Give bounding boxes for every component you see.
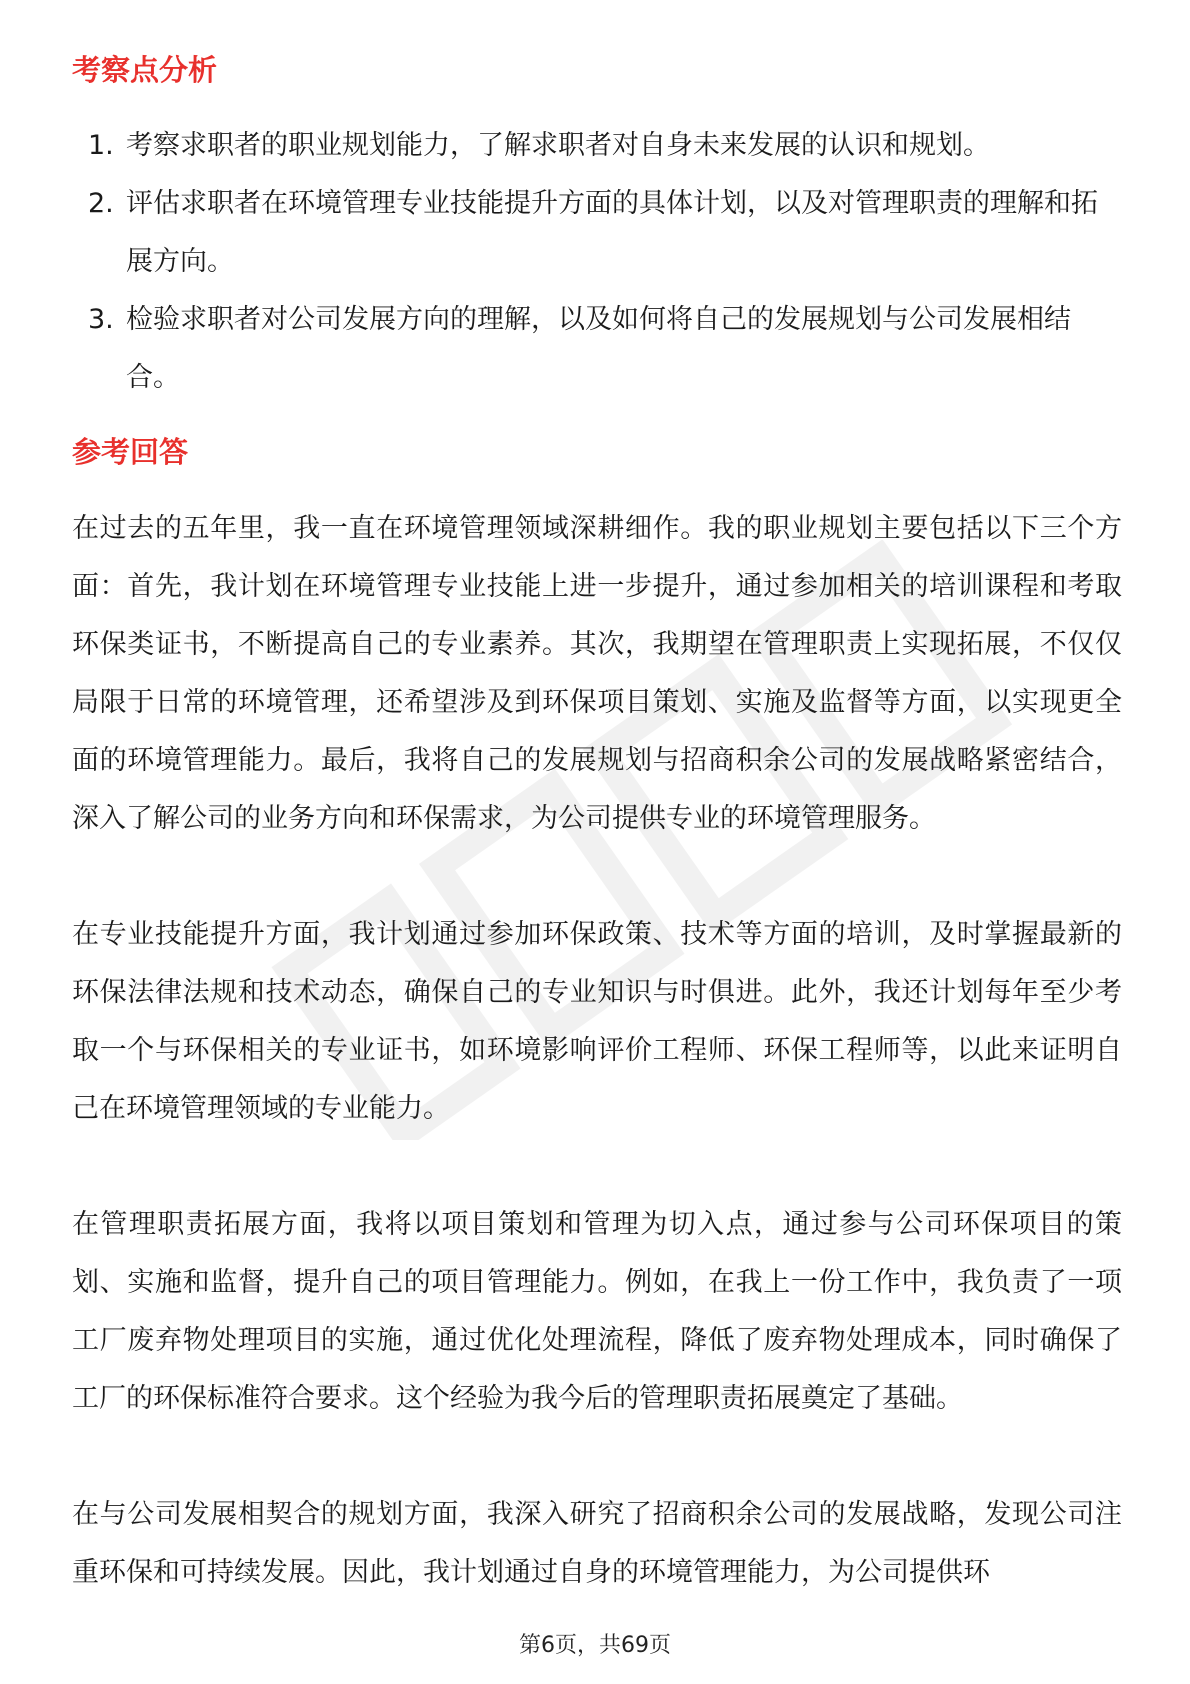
list-item xyxy=(72,117,1122,175)
list-item-number: 3. xyxy=(88,304,114,335)
answer-paragraph: 在过去的五年里，我一直在环境管理领域深耕细作。我的职业规划主要包括以下三个方面：首先，我计划在环境管理专业技能上进一步提升，通过参加相关的培训课程和考取环保类证书，不断提高自己的专业素养。其次，我期望在管理职责上实现拓展，不仅仅局限于日常的环境管理，还希望涉及到环保项目策划、实施及监督等方面，以实现更全面的环境管理能力。最后，我将自己的发展规划与招商积余公司的发展战略紧密结合，深入了解公司的业务方向和环保需求，为公司提供专业的环境管理服务。 xyxy=(72,513,1122,834)
answer-paragraph: 在管理职责拓展方面，我将以项目策划和管理为切入点，通过参与公司环保项目的策划、实施和监督，提升自己的项目管理能力。例如，在我上一份工作中，我负责了一项工厂废弃物处理项目的实施，通过优化处理流程，降低了废弃物处理成本，同时确保了工厂的环保标准符合要求。这个经验为我今后的管理职责拓展奠定了基础。 xyxy=(72,1209,1122,1414)
analysis-list xyxy=(72,117,1122,407)
answer-paragraph: 在专业技能提升方面，我计划通过参加环保政策、技术等方面的培训，及时掌握最新的环保法律法规和技术动态，确保自己的专业知识与时俱进。此外，我还计划每年至少考取一个与环保相关的专业证书，如环境影响评价工程师、环保工程师等，以此来证明自己在环境管理领域的专业能力。 xyxy=(72,919,1122,1124)
page-number: 第6页，共69页 xyxy=(519,1633,671,1658)
list-item xyxy=(72,175,1122,291)
analysis-heading: 考察点分析 xyxy=(72,53,218,87)
answer-body xyxy=(72,500,1122,1660)
list-item-number: 1. xyxy=(88,130,114,161)
list-item-text: 评估求职者在环境管理专业技能提升方面的具体计划，以及对管理职责的理解和拓展方向。 xyxy=(126,188,1098,277)
list-item-text: 考察求职者的职业规划能力，了解求职者对自身未来发展的认识和规划。 xyxy=(126,130,990,161)
list-item-number: 2. xyxy=(88,188,114,219)
list-item xyxy=(72,291,1122,407)
answer-paragraph: 在与公司发展相契合的规划方面，我深入研究了招商积余公司的发展战略，发现公司注重环保和可持续发展。因此，我计划通过自身的环境管理能力，为公司提供环 xyxy=(72,1499,1122,1588)
list-item-text: 检验求职者对公司发展方向的理解，以及如何将自己的发展规划与公司发展相结合。 xyxy=(126,304,1071,393)
answer-heading: 参考回答 xyxy=(72,435,189,469)
